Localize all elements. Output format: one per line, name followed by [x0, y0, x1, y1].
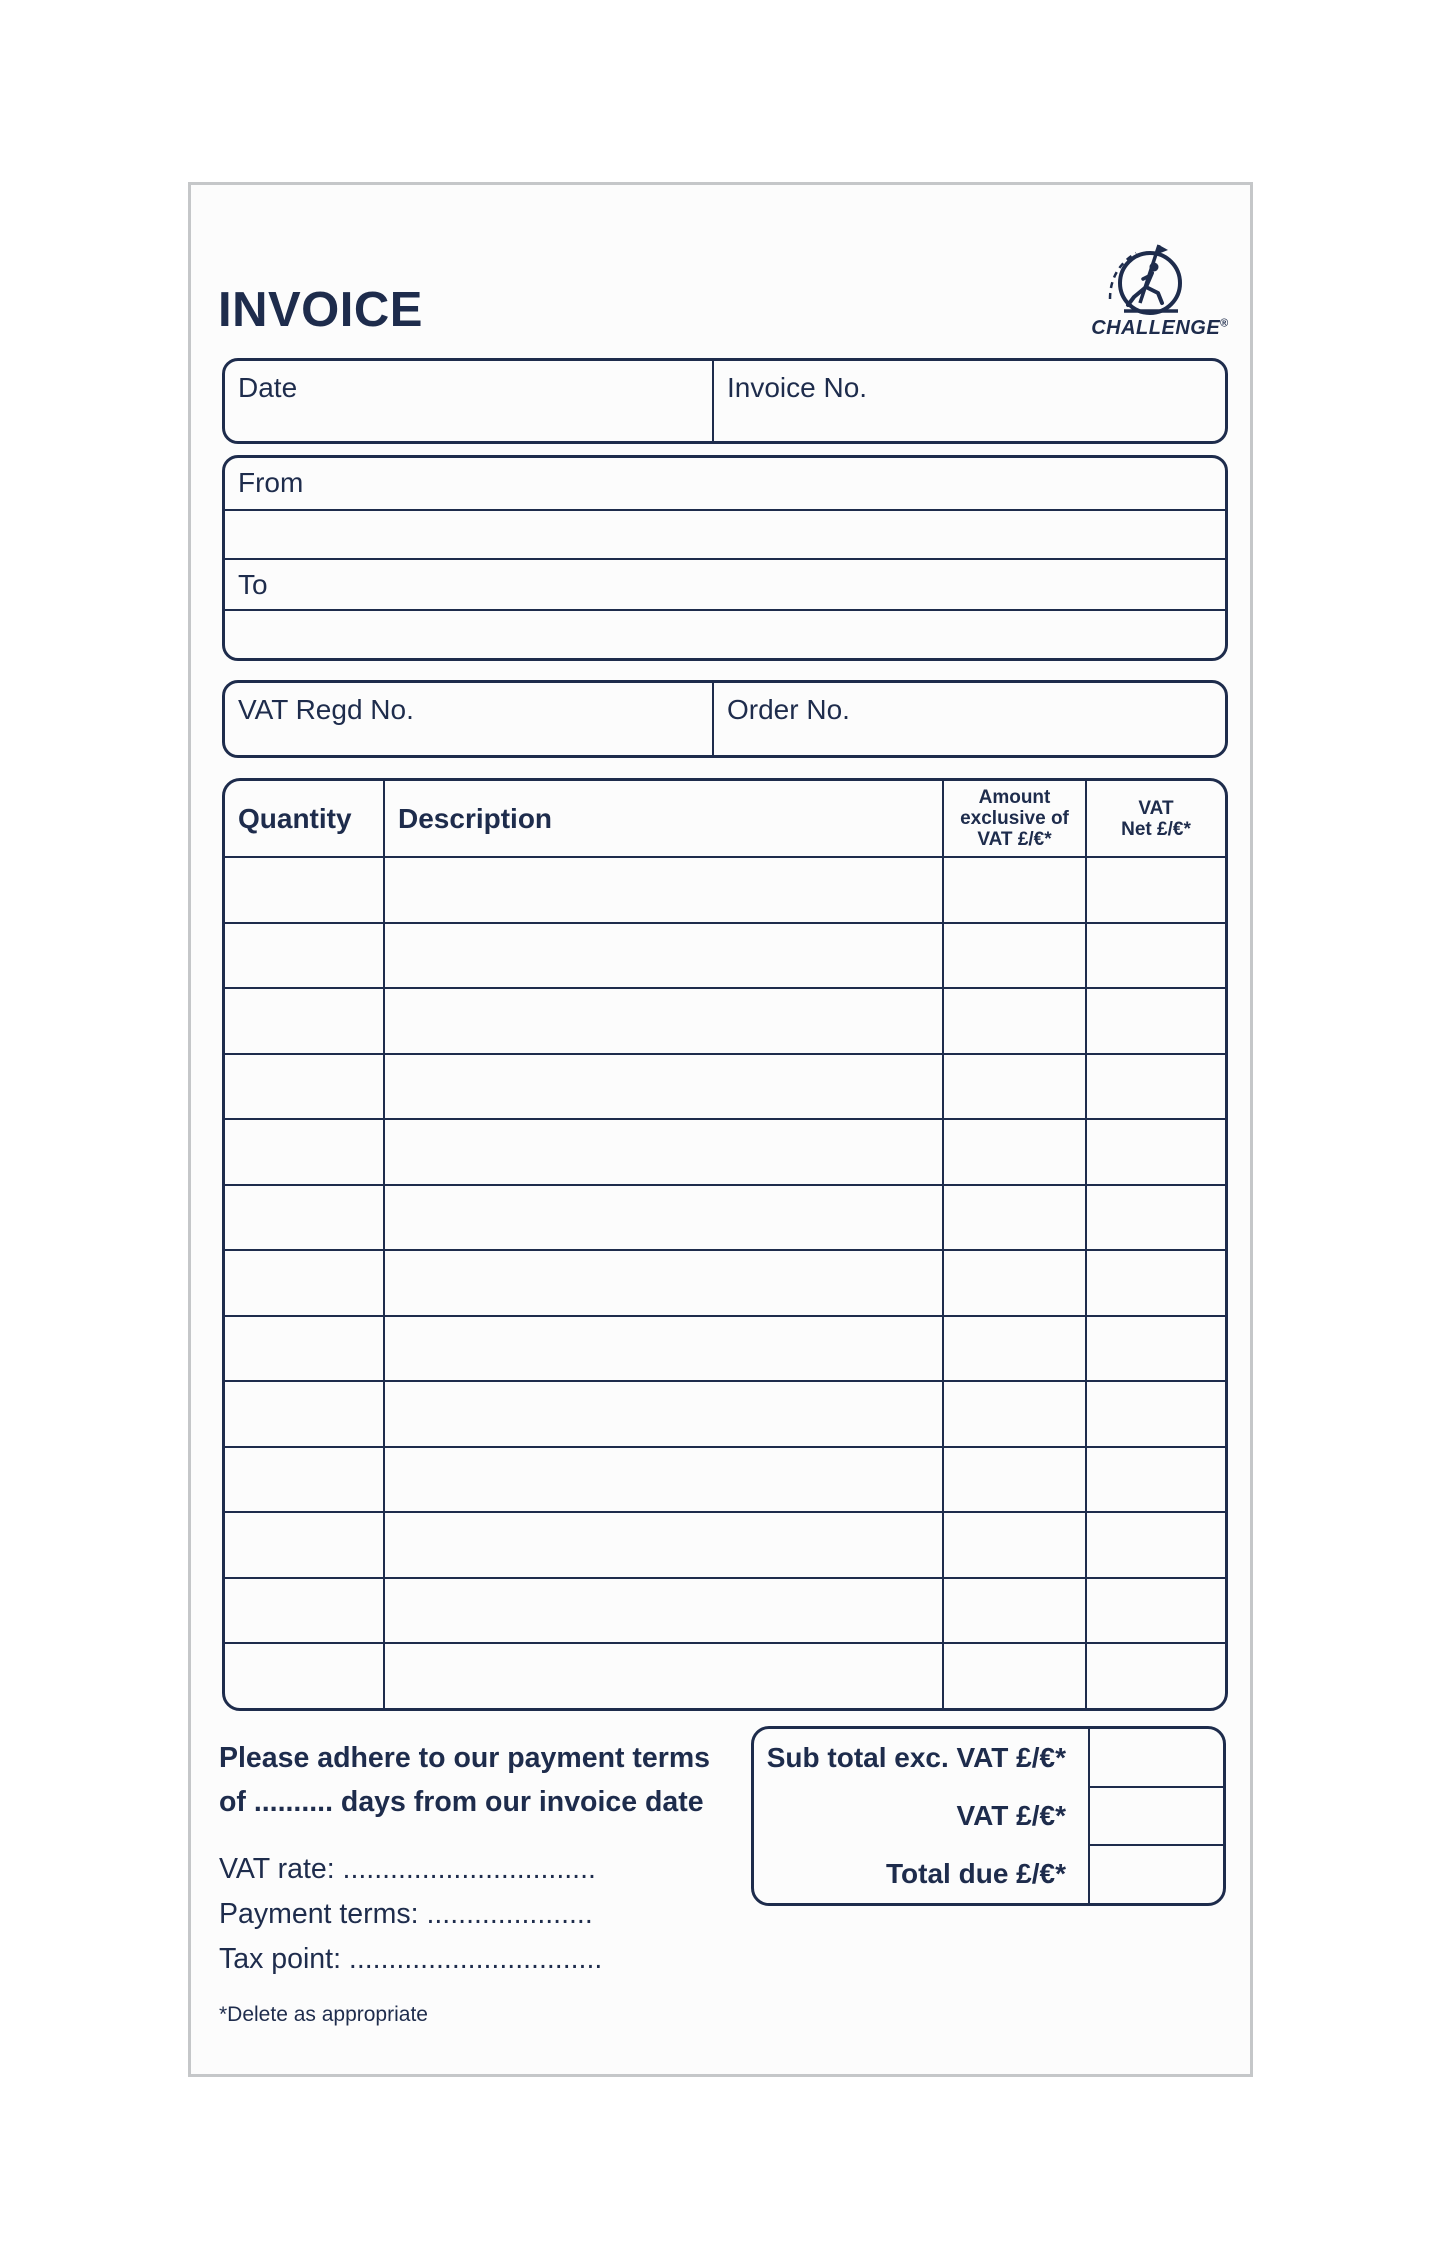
table-cell[interactable] [942, 1382, 1085, 1446]
table-cell[interactable] [225, 1251, 383, 1315]
table-row [225, 1511, 1225, 1577]
table-cell[interactable] [942, 1448, 1085, 1512]
table-cell[interactable] [225, 924, 383, 988]
table-row [225, 1118, 1225, 1184]
table-row [225, 1446, 1225, 1512]
table-cell[interactable] [383, 1251, 942, 1315]
table-cell[interactable] [225, 1382, 383, 1446]
to-blank-line[interactable] [225, 609, 1225, 658]
vat-total-value-field[interactable] [1090, 1786, 1223, 1845]
vat-rate-field[interactable]: VAT rate: ................................ [219, 1853, 596, 1885]
total-due-value-field[interactable] [1090, 1844, 1223, 1903]
table-cell[interactable] [383, 1317, 942, 1381]
table-row [225, 1249, 1225, 1315]
to-field[interactable] [225, 558, 1225, 609]
table-cell[interactable] [1085, 1251, 1225, 1315]
header-line: exclusive of [960, 808, 1069, 829]
table-body [225, 858, 1225, 1708]
order-no-field[interactable] [714, 683, 1225, 755]
totals-labels [754, 1729, 1088, 1903]
table-cell[interactable] [1085, 1579, 1225, 1643]
registered-mark: ® [1220, 317, 1229, 330]
to-label: To [238, 569, 268, 600]
header-line: VAT £/€* [977, 829, 1052, 850]
table-cell[interactable] [1085, 1317, 1225, 1381]
table-cell[interactable] [1085, 1120, 1225, 1184]
table-cell[interactable] [383, 1382, 942, 1446]
invoice-no-field[interactable] [714, 361, 1225, 441]
items-table [222, 778, 1228, 1711]
table-cell[interactable] [225, 1644, 383, 1708]
table-row [225, 987, 1225, 1053]
vat-regd-field[interactable] [225, 683, 714, 755]
table-cell[interactable] [225, 858, 383, 922]
table-cell[interactable] [225, 1448, 383, 1512]
invoice-no-label: Invoice No. [727, 372, 868, 403]
payment-terms-field[interactable]: Payment terms: ..................... [219, 1898, 593, 1930]
table-cell[interactable] [225, 1186, 383, 1250]
table-cell[interactable] [942, 1055, 1085, 1119]
payment-terms-note-line2: of .......... days from our invoice date [219, 1786, 704, 1818]
from-field[interactable] [225, 458, 1225, 509]
total-due-label: Total due £/€* [886, 1858, 1066, 1889]
table-cell[interactable] [225, 989, 383, 1053]
table-cell[interactable] [383, 1055, 942, 1119]
payment-terms-note [219, 1736, 710, 1824]
table-cell[interactable] [225, 1579, 383, 1643]
table-cell[interactable] [1085, 1448, 1225, 1512]
table-cell[interactable] [942, 1513, 1085, 1577]
subtotal-label: Sub total exc. VAT £/€* [766, 1742, 1066, 1773]
totals-values [1088, 1729, 1223, 1903]
vat-regd-label: VAT Regd No. [238, 694, 414, 725]
tax-point-field[interactable]: Tax point: ................................ [219, 1943, 603, 1975]
table-cell[interactable] [942, 924, 1085, 988]
order-no-label: Order No. [727, 694, 850, 725]
table-cell[interactable] [1085, 989, 1225, 1053]
table-cell[interactable] [383, 989, 942, 1053]
table-cell[interactable] [942, 1579, 1085, 1643]
table-cell[interactable] [383, 1579, 942, 1643]
table-cell[interactable] [942, 858, 1085, 922]
column-header-amount-excl-vat [942, 781, 1085, 856]
table-cell[interactable] [383, 1448, 942, 1512]
column-header-vat-net [1085, 781, 1225, 856]
invoice-page [188, 182, 1253, 2077]
vat-total-label: VAT £/€* [956, 1800, 1066, 1831]
table-row [225, 1315, 1225, 1381]
table-cell[interactable] [383, 924, 942, 988]
table-row [225, 1053, 1225, 1119]
date-label: Date [238, 372, 298, 403]
items-table-header [225, 781, 1225, 858]
table-cell[interactable] [1085, 1186, 1225, 1250]
from-blank-line[interactable] [225, 509, 1225, 558]
table-cell[interactable] [225, 1055, 383, 1119]
table-cell[interactable] [383, 1513, 942, 1577]
table-cell[interactable] [383, 1120, 942, 1184]
from-label: From [238, 467, 304, 498]
table-cell[interactable] [1085, 924, 1225, 988]
table-cell[interactable] [1085, 1055, 1225, 1119]
table-row [225, 858, 1225, 922]
from-to-box [222, 455, 1228, 661]
table-cell[interactable] [225, 1513, 383, 1577]
table-cell[interactable] [942, 989, 1085, 1053]
table-row [225, 1184, 1225, 1250]
table-cell[interactable] [942, 1644, 1085, 1708]
totals-box [751, 1726, 1226, 1906]
table-row [225, 1577, 1225, 1643]
footer-fill-lines [219, 1847, 602, 1982]
table-cell[interactable] [383, 1186, 942, 1250]
table-row [225, 1380, 1225, 1446]
payment-terms-note-line1: Please adhere to our payment terms [219, 1742, 711, 1774]
brand-name-text: CHALLENGE [1091, 317, 1221, 339]
table-cell[interactable] [1085, 1513, 1225, 1577]
subtotal-value-field[interactable] [1090, 1729, 1223, 1786]
table-cell[interactable] [1085, 858, 1225, 922]
vat-order-box [222, 680, 1228, 758]
header-line: VAT [1138, 797, 1174, 819]
table-cell[interactable] [942, 1251, 1085, 1315]
table-cell[interactable] [225, 1120, 383, 1184]
delete-as-appropriate-note: *Delete as appropriate [219, 2003, 428, 2026]
table-cell[interactable] [942, 1317, 1085, 1381]
date-invoice-box [222, 358, 1228, 444]
header-line: Amount [978, 787, 1051, 808]
challenge-logo-icon [1088, 241, 1233, 319]
brand-name [1075, 317, 1245, 340]
table-cell[interactable] [383, 1644, 942, 1708]
table-cell[interactable] [942, 1120, 1085, 1184]
date-field[interactable] [225, 361, 714, 441]
page-title: INVOICE [218, 283, 423, 337]
table-cell[interactable] [1085, 1382, 1225, 1446]
table-cell[interactable] [225, 1317, 383, 1381]
table-cell[interactable] [383, 858, 942, 922]
table-cell[interactable] [942, 1186, 1085, 1250]
table-row [225, 922, 1225, 988]
table-row [225, 1642, 1225, 1708]
column-header-description: Description [383, 781, 942, 856]
column-header-quantity: Quantity [238, 802, 352, 834]
table-cell[interactable] [1085, 1644, 1225, 1708]
header-line: Net £/€* [1121, 818, 1191, 840]
